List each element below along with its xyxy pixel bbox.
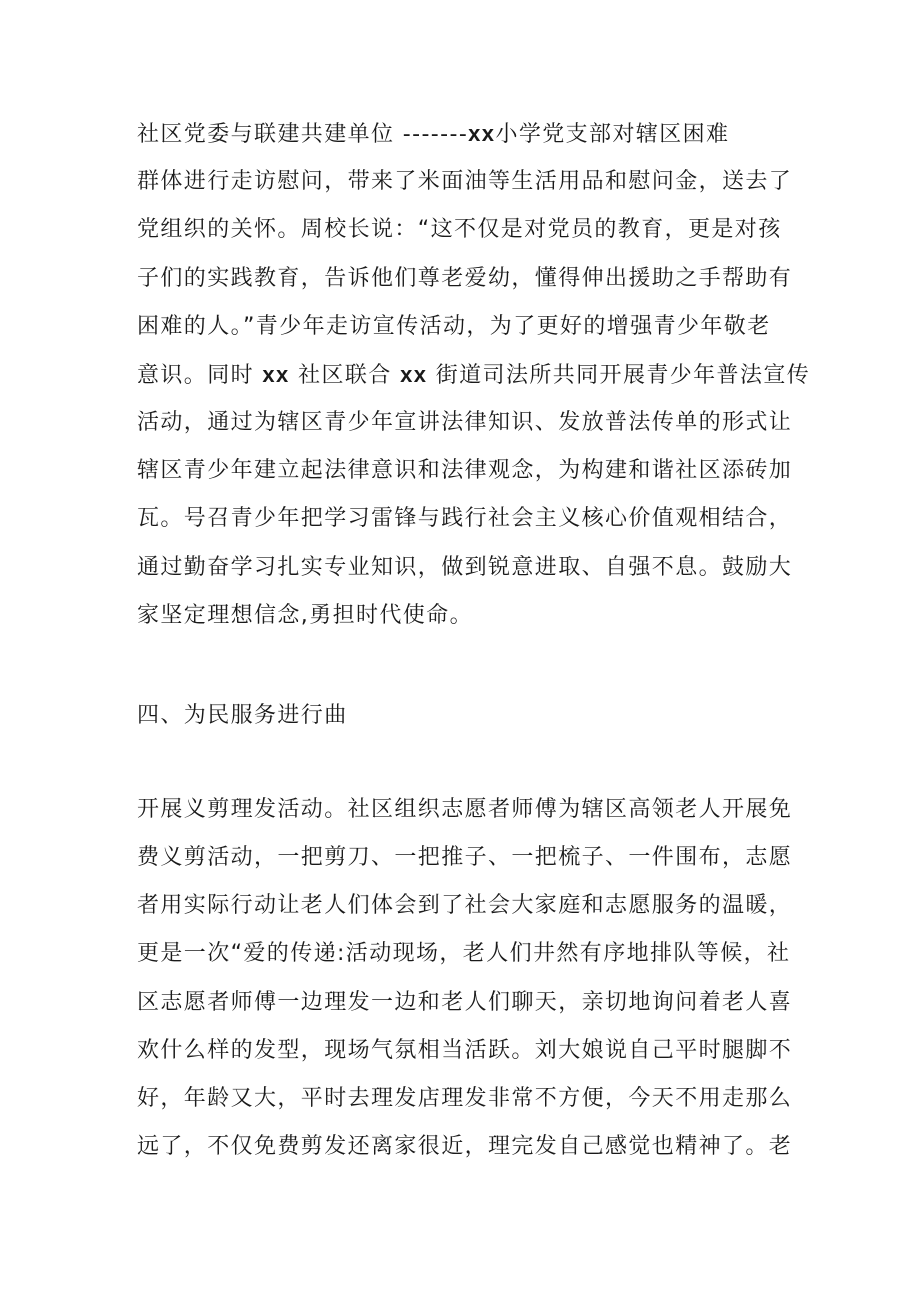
text-run: 社区联合 <box>289 363 401 388</box>
text-run: 费义剪活动，一把剪刀、一把推子、一把梳子、一件围布，志愿 <box>137 845 793 870</box>
text-run: 好，年龄又大，平时去理发店理发非常不方便，今天不用走那么 <box>137 1086 793 1111</box>
paragraph-2-line-1 <box>137 795 792 825</box>
text-run: 意识。同时 <box>137 363 263 388</box>
text-run: 党组织的关怀。周校长说：“这不仅是对党员的教育，更是对孩 <box>137 217 782 242</box>
paragraph-1-line-3 <box>137 215 782 245</box>
text-run: 困难的人。”青少年走访宣传活动，为了更好的增强青少年敬老 <box>137 314 771 339</box>
paragraph-2-line-8 <box>137 1132 792 1162</box>
text-run: 群体进行走访慰问，带来了米面油等生活用品和慰问金，送去了 <box>137 169 793 194</box>
paragraph-2-line-2 <box>137 843 792 873</box>
paragraph-2-line-5 <box>137 988 792 1018</box>
text-run: 家坚定理想信念,勇担时代使命。 <box>137 603 473 628</box>
text-run: 街道司法所共同开展青少年普法宣传 <box>427 363 811 388</box>
text-run: 瓦。号召青少年把学习雷锋与践行社会主义核心价值观相结合， <box>137 506 793 531</box>
paragraph-1-line-6 <box>137 360 810 391</box>
paragraph-2-line-7 <box>137 1084 792 1114</box>
text-run: 远了，不仅免费剪发还离家很近，理完发自己感觉也精神了。老 <box>137 1134 793 1159</box>
placeholder-xx: xx <box>262 362 290 387</box>
text-run: 区志愿者师傅一边理发一边和老人们聊天，亲切地询问着老人喜 <box>137 990 793 1015</box>
paragraph-1-line-10 <box>137 553 792 583</box>
text-run: 欢什么样的发型，现场气氛相当活跃。刘大娘说自己平时腿脚不 <box>137 1038 793 1063</box>
placeholder-xx: xx <box>468 121 496 146</box>
paragraph-1-line-7 <box>137 408 792 438</box>
text-run: 者用实际行动让老人们体会到了社会大家庭和志愿服务的温暖， <box>137 893 793 918</box>
section-heading: 四、为民服务进行曲 <box>137 703 348 728</box>
text-run: 通过勤奋学习扎实专业知识，做到锐意进取、自强不息。鼓励大 <box>137 555 793 580</box>
paragraph-1-line-8 <box>137 456 792 486</box>
paragraph-1-line-4 <box>137 264 792 294</box>
text-run: 开展义剪理发活动。社区组织志愿者师傅为辖区高领老人开展免 <box>137 797 793 822</box>
text-run: 辖区青少年建立起法律意识和法律观念，为构建和谐社区添砖加 <box>137 458 793 483</box>
text-run: 子们的实践教育，告诉他们尊老爱幼，懂得伸出援助之手帮助有 <box>137 266 793 291</box>
paragraph-2-line-6 <box>137 1036 792 1066</box>
placeholder-xx: xx <box>400 362 428 387</box>
text-run: 更是一次“爱的传递:活动现场，老人们井然有序地排队等候，社 <box>137 941 791 966</box>
paragraph-1-line-5 <box>137 312 771 342</box>
paragraph-2-line-3 <box>137 891 792 921</box>
text-run: 活动，通过为辖区青少年宣讲法律知识、发放普法传单的形式让 <box>137 410 793 435</box>
paragraph-1-line-9 <box>137 504 792 534</box>
text-run: 社区党委与联建共建单位 ------- <box>137 122 469 147</box>
paragraph-2-line-4 <box>137 939 790 969</box>
paragraph-1-line-1 <box>137 119 729 150</box>
text-run: 小学党支部对辖区困难 <box>495 122 730 147</box>
paragraph-1-line-11 <box>137 601 473 631</box>
paragraph-1-line-2 <box>137 167 792 197</box>
